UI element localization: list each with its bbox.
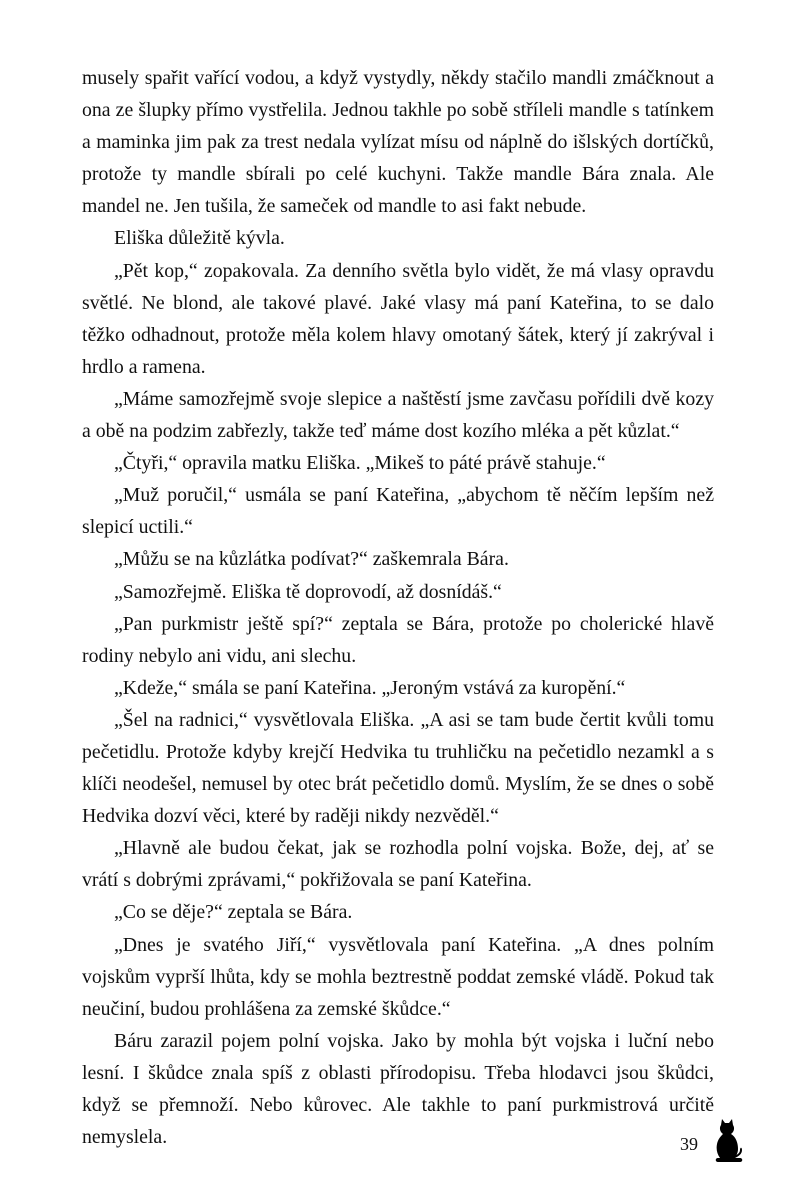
paragraph-8: „Samozřejmě. Eliška tě doprovodí, až dosnídáš.“ (114, 580, 502, 603)
paragraph-13: „Co se děje?“ zeptala se Bára. (114, 901, 353, 924)
page-number: 39 (680, 1134, 698, 1154)
paragraph-7: „Můžu se na kůzlátka podívat?“ zaškemrala Bára. (114, 548, 509, 571)
paragraph-14: „Dnes je svatého Jiří,“ vysvětlovala paní Kateřina. „A dnes polním vojskům vyprší lhůta, kdy se mohla beztrestně poddat zemské vládě. Pokud tak neučiní, budou prohlášena za zemské škůdce.“ (82, 933, 714, 1020)
paragraph-11: „Šel na radnici,“ vysvětlovala Eliška. „A asi se tam bude čertit kvůli tomu pečetidlu. Protože kdyby krejčí Hedvika tu truhličku na pečetidlo nezamkl a s klíči neodešel, nemusel by otec brát pečetidlo domů. Myslím, že se dnes o sobě Hedvika dozví věci, které by raději nikdy nezvěděl.“ (82, 708, 714, 828)
paragraph-3: „Pět kop,“ zopakovala. Za denního světla bylo vidět, že má vlasy opravdu světlé. Ne blond, ale takové plavé. Jaké vlasy má paní Kateřina, to se dalo těžko odhadnout, protože měla kolem hlavy omotaný šátek, který jí zakrýval i hrdlo a ramena. (82, 259, 714, 378)
cat-silhouette-icon (712, 1118, 744, 1164)
paragraph-4: „Máme samozřejmě svoje slepice a naštěstí jsme zavčasu pořídili dvě kozy a obě na podzim zabřezly, takže teď máme dost kozího mléka a pět kůzlat.“ (82, 387, 714, 443)
paragraph-5: „Čtyři,“ opravila matku Eliška. „Mikeš to páté právě stahuje.“ (114, 452, 606, 475)
paragraph-9: „Pan purkmistr ještě spí?“ zeptala se Bára, protože po cholerické hlavě rodiny nebylo ani vidu, ani slechu. (82, 612, 714, 667)
page-body-text (82, 62, 714, 1153)
paragraph-12: „Hlavně ale budou čekat, jak se rozhodla polní vojska. Bože, dej, ať se vrátí s dobrými zprávami,“ pokřižovala se paní Kateřina. (82, 837, 714, 892)
paragraph-1: musely spařit vařící vodou, a když vystydly, někdy stačilo mandli zmáčknout a ona ze šlupky přímo vystřelila. Jednou takhle po sobě stříleli mandle s tatínkem a maminka jim pak za trest nedala vylízat mísu od náplně do išlských dortíčků, protože ty mandle sbírali po celé kuchyni. Takže mandle Bára znala. Ale mandel ne. Jen tušila, že sameček od mandle to asi fakt nebude. (82, 67, 714, 218)
paragraph-6: „Muž poručil,“ usmála se paní Kateřina, „abychom tě něčím lepším než slepicí uctili.“ (82, 484, 714, 539)
paragraph-15: Báru zarazil pojem polní vojska. Jako by mohla být vojska i luční nebo lesní. I škůdce znala spíš z oblasti přírodopisu. Třeba hlodavci jsou škůdci, když se přemnoží. Nebo kůrovec. Ale takhle to paní purkmistrová určitě nemyslela. (82, 1029, 714, 1149)
paragraph-10: „Kdeže,“ smála se paní Kateřina. „Jeroným vstává za kuropění.“ (114, 676, 626, 699)
paragraph-2: Eliška důležitě kývla. (114, 227, 285, 250)
